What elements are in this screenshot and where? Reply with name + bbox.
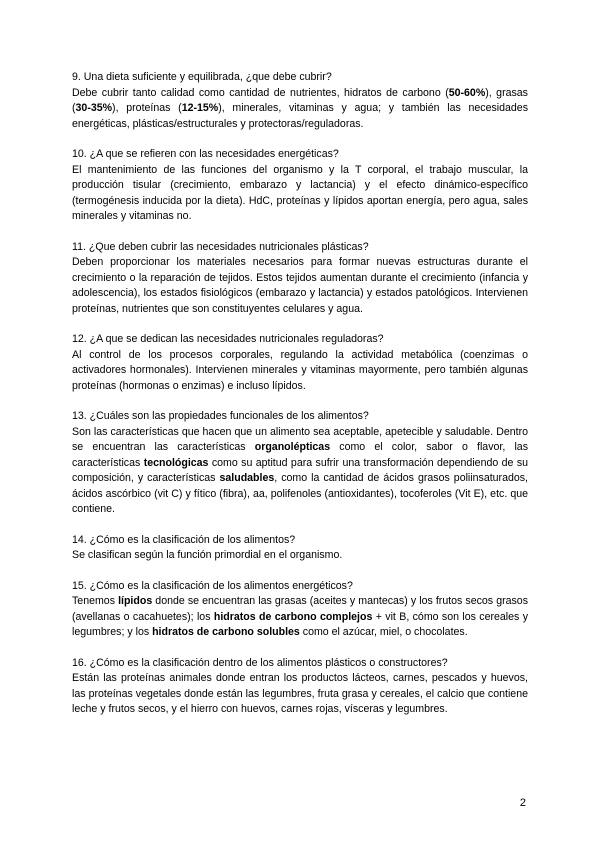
answer-text: Están las proteínas animales donde entran los productos lácteos, carnes, pescados y huevos, las proteínas vegetales donde están las legumbres, fruta grasa y cereales, el calcio que contiene leche y frutos secos, y el hierro con huevos, carnes rojas, vísceras y legumbres. [72,672,528,715]
bold-term: organolépticas [254,441,331,453]
page-number: 2 [519,797,526,809]
answer-paragraph [72,425,528,518]
document-body [72,70,528,733]
bold-term: lípidos [118,595,153,607]
answer-text: como su aptitud para sufrir una transformación dependiendo de su composición, y características [72,456,529,484]
answer-text: como el color, sabor o flavor, las características [72,441,528,469]
qa-block [72,147,528,225]
qa-block [72,332,528,394]
bold-term: tecnológicas [143,456,209,469]
answer-text: donde se encuentran las grasas (aceites y mantecas) y los frutos secos grasos (avellanas o cacahuetes); los [72,595,528,623]
answer-text: Tenemos [72,595,119,607]
bold-term: hidratos de carbono solubles [152,626,300,638]
answer-paragraph [72,671,528,718]
answer-paragraph [72,255,528,317]
question-heading: 15. ¿Cómo es la clasificación de los alimentos energéticos? [72,579,353,592]
answer-text: El mantenimiento de las funciones del organismo y la T corporal, el trabajo muscular, la producción tisular (crecimiento, embarazo y lactancia) y el efecto dinámico-específico (termogénesis inducida por la dieta). HdC, proteínas y lípidos aportan energía, pero agua, sales minerales y vitaminas no. [72,163,528,222]
answer-paragraph [72,548,528,564]
bold-term: 30-35% [75,102,113,114]
answer-paragraph [72,594,528,641]
qa-block [72,409,528,518]
answer-text: Al control de los procesos corporales, regulando la actividad metabólica (coenzimas o activadores hormonales). Intervienen minerales y vitaminas mayormente, pero también algunas proteínas (hormonas o enzimas) e incluso lípidos. [72,348,528,392]
qa-block [72,656,528,718]
question-heading: 9. Una dieta suficiente y equilibrada, ¿que debe cubrir? [72,71,332,83]
answer-text: , como la cantidad de ácidos grasos poliinsaturados, ácidos ascórbico (vit C) y fítico (fibra), aa, polifenoles (antioxidantes), tocoferoles (Vit E), etc. que contiene. [72,472,528,515]
question-heading: 10. ¿A que se refieren con las necesidades energéticas? [72,148,339,160]
answer-text: ), minerales, vitaminas y agua; y también las necesidades energéticas, plásticas/estructurales y protectoras/reguladoras. [72,102,528,130]
answer-paragraph [72,163,528,225]
bold-term: 50-60% [448,86,486,99]
qa-block [72,240,528,318]
bold-term: saludables [219,472,275,484]
question-heading: 13. ¿Cuáles son las propiedades funcionales de los alimentos? [72,410,369,422]
bold-term: 12-15% [181,102,219,114]
question-heading: 11. ¿Que deben cubrir las necesidades nutricionales plásticas? [72,240,369,253]
answer-text: ), proteínas ( [112,102,182,114]
qa-block [72,533,528,564]
question-heading: 16. ¿Cómo es la clasificación dentro de los alimentos plásticos o constructores? [72,656,448,669]
answer-text: Deben proporcionar los materiales necesarios para formar nuevas estructuras durante el crecimiento o la reparación de tejidos. Estos tejidos aumentan durante el crecimiento (infancia y adolescencia), los estados fisiológicos (embarazo y lactancia) y estados patológicos. Intervienen proteínas, nutrientes que son constituyentes celulares y agua. [72,256,528,315]
question-heading: 14. ¿Cómo es la clasificación de los alimentos? [72,533,296,546]
qa-block [72,579,528,641]
answer-text: como el azúcar, miel, o chocolates. [299,626,468,638]
qa-block [72,70,528,132]
bold-term: hidratos de carbono complejos [213,610,373,623]
answer-paragraph [72,348,528,395]
answer-paragraph [72,86,528,133]
answer-text: Se clasifican según la función primordial en el organismo. [72,549,343,561]
answer-text: + vit B, cómo son los cereales y legumbres; y los [72,610,528,638]
answer-text: Son las características que hacen que un alimento sea aceptable, apetecible y saludable. Dentro se encuentran las características [72,425,528,453]
answer-text: Debe cubrir tanto calidad como cantidad de nutrientes, hidratos de carbono ( [72,86,449,99]
question-heading: 12. ¿A que se dedican las necesidades nutricionales reguladoras? [72,333,384,345]
answer-text: ), grasas ( [72,86,528,114]
